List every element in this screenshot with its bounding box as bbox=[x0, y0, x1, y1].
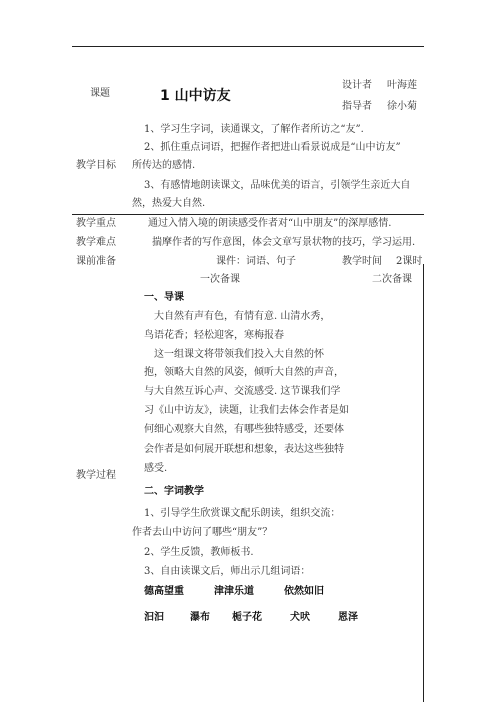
teaching-time-value: 2课时 bbox=[396, 256, 423, 267]
designer-label: 设计者 bbox=[342, 80, 372, 91]
goal-line: 3、有感情地朗读课文，品味优美的语言，引领学生亲近大自 bbox=[144, 180, 411, 191]
vocab-line: 3、自由读课文后，师出示几组词语： bbox=[144, 566, 311, 577]
section-title-intro: 一、导课 bbox=[144, 292, 184, 303]
vocab-word: 瀑布 bbox=[190, 612, 210, 623]
intro-line: 与大自然互诉心声、交流感受. 这节课我们学 bbox=[144, 386, 341, 397]
vocab-word: 汩汩 bbox=[144, 612, 164, 623]
vocab-word: 德高望重 bbox=[144, 586, 184, 597]
intro-line: 习《山中访友》，读题，让我们去体会作者是如 bbox=[144, 405, 349, 416]
vocab-word: 恩泽 bbox=[338, 612, 358, 623]
difficulty-text: 揣摩作者的写作意图，体会文章写景状物的技巧，学习运用. bbox=[152, 237, 416, 248]
intro-line: 这一组课文将带领我们投入大自然的怀 bbox=[154, 349, 324, 360]
top-rule bbox=[72, 46, 424, 47]
goal-line: 然，热爱大自然. bbox=[132, 198, 206, 209]
goal-line: 1、学习生字词，读通课文，了解作者所访之“友”. bbox=[144, 124, 364, 135]
intro-line: 何细心观察大自然，有哪些独特感受，还要体 bbox=[144, 424, 344, 435]
vocab-line: 2、学生反馈，教师板书. bbox=[144, 547, 254, 558]
difficulty-label: 教学难点 bbox=[76, 237, 116, 248]
goal-line: 2、抓住重点词语，把握作者把进山看景说成是“山中访友” bbox=[144, 142, 401, 153]
first-prep-column-header: 一次备课 bbox=[200, 274, 240, 285]
lesson-title: 1 山中访友 bbox=[160, 88, 231, 104]
advisor-label: 指导者 bbox=[342, 101, 372, 112]
goal-line: 所传达的感情. bbox=[132, 160, 196, 171]
key-point-text: 通过入情入境的朗读感受作者对“山中朋友”的深厚感情. bbox=[148, 218, 392, 229]
section-title-vocab: 二、字词教学 bbox=[144, 486, 204, 497]
vocab-word: 依然如旧 bbox=[284, 586, 324, 597]
vocab-word: 津津乐道 bbox=[214, 586, 254, 597]
right-column-rule bbox=[423, 264, 424, 702]
vocab-line: 作者去山中访问了哪些“朋友”？ bbox=[132, 527, 273, 538]
intro-line: 抱，领略大自然的风姿，倾听大自然的声音， bbox=[144, 367, 344, 378]
goals-bottom-rule bbox=[72, 214, 424, 215]
teaching-time-label: 教学时间 bbox=[342, 256, 382, 267]
intro-line: 感受. bbox=[144, 463, 168, 474]
vocab-word: 栀子花 bbox=[232, 612, 262, 623]
process-label: 教学过程 bbox=[76, 470, 116, 481]
prep-courseware: 课件：词语、句子 bbox=[216, 256, 296, 267]
prep-label: 课前准备 bbox=[76, 256, 116, 267]
intro-line: 鸟语花香；轻松迎客，寒梅报春 bbox=[144, 330, 284, 341]
vocab-line: 1、引导学生欣赏课文配乐朗读，组织交流： bbox=[144, 508, 341, 519]
advisor-name: 徐小菊 bbox=[387, 101, 417, 112]
intro-line: 会作者是如何展开联想和想象，表达这些独特 bbox=[144, 444, 344, 455]
designer-name: 叶海莲 bbox=[387, 80, 417, 91]
vocab-word: 犬吠 bbox=[290, 612, 310, 623]
intro-line: 大自然有声有色，有情有意. 山清水秀， bbox=[154, 311, 331, 322]
key-point-label: 教学重点 bbox=[76, 218, 116, 229]
goals-label: 教学目标 bbox=[76, 160, 116, 171]
topic-label: 课题 bbox=[90, 88, 110, 99]
second-prep-column-header: 二次备课 bbox=[372, 274, 412, 285]
